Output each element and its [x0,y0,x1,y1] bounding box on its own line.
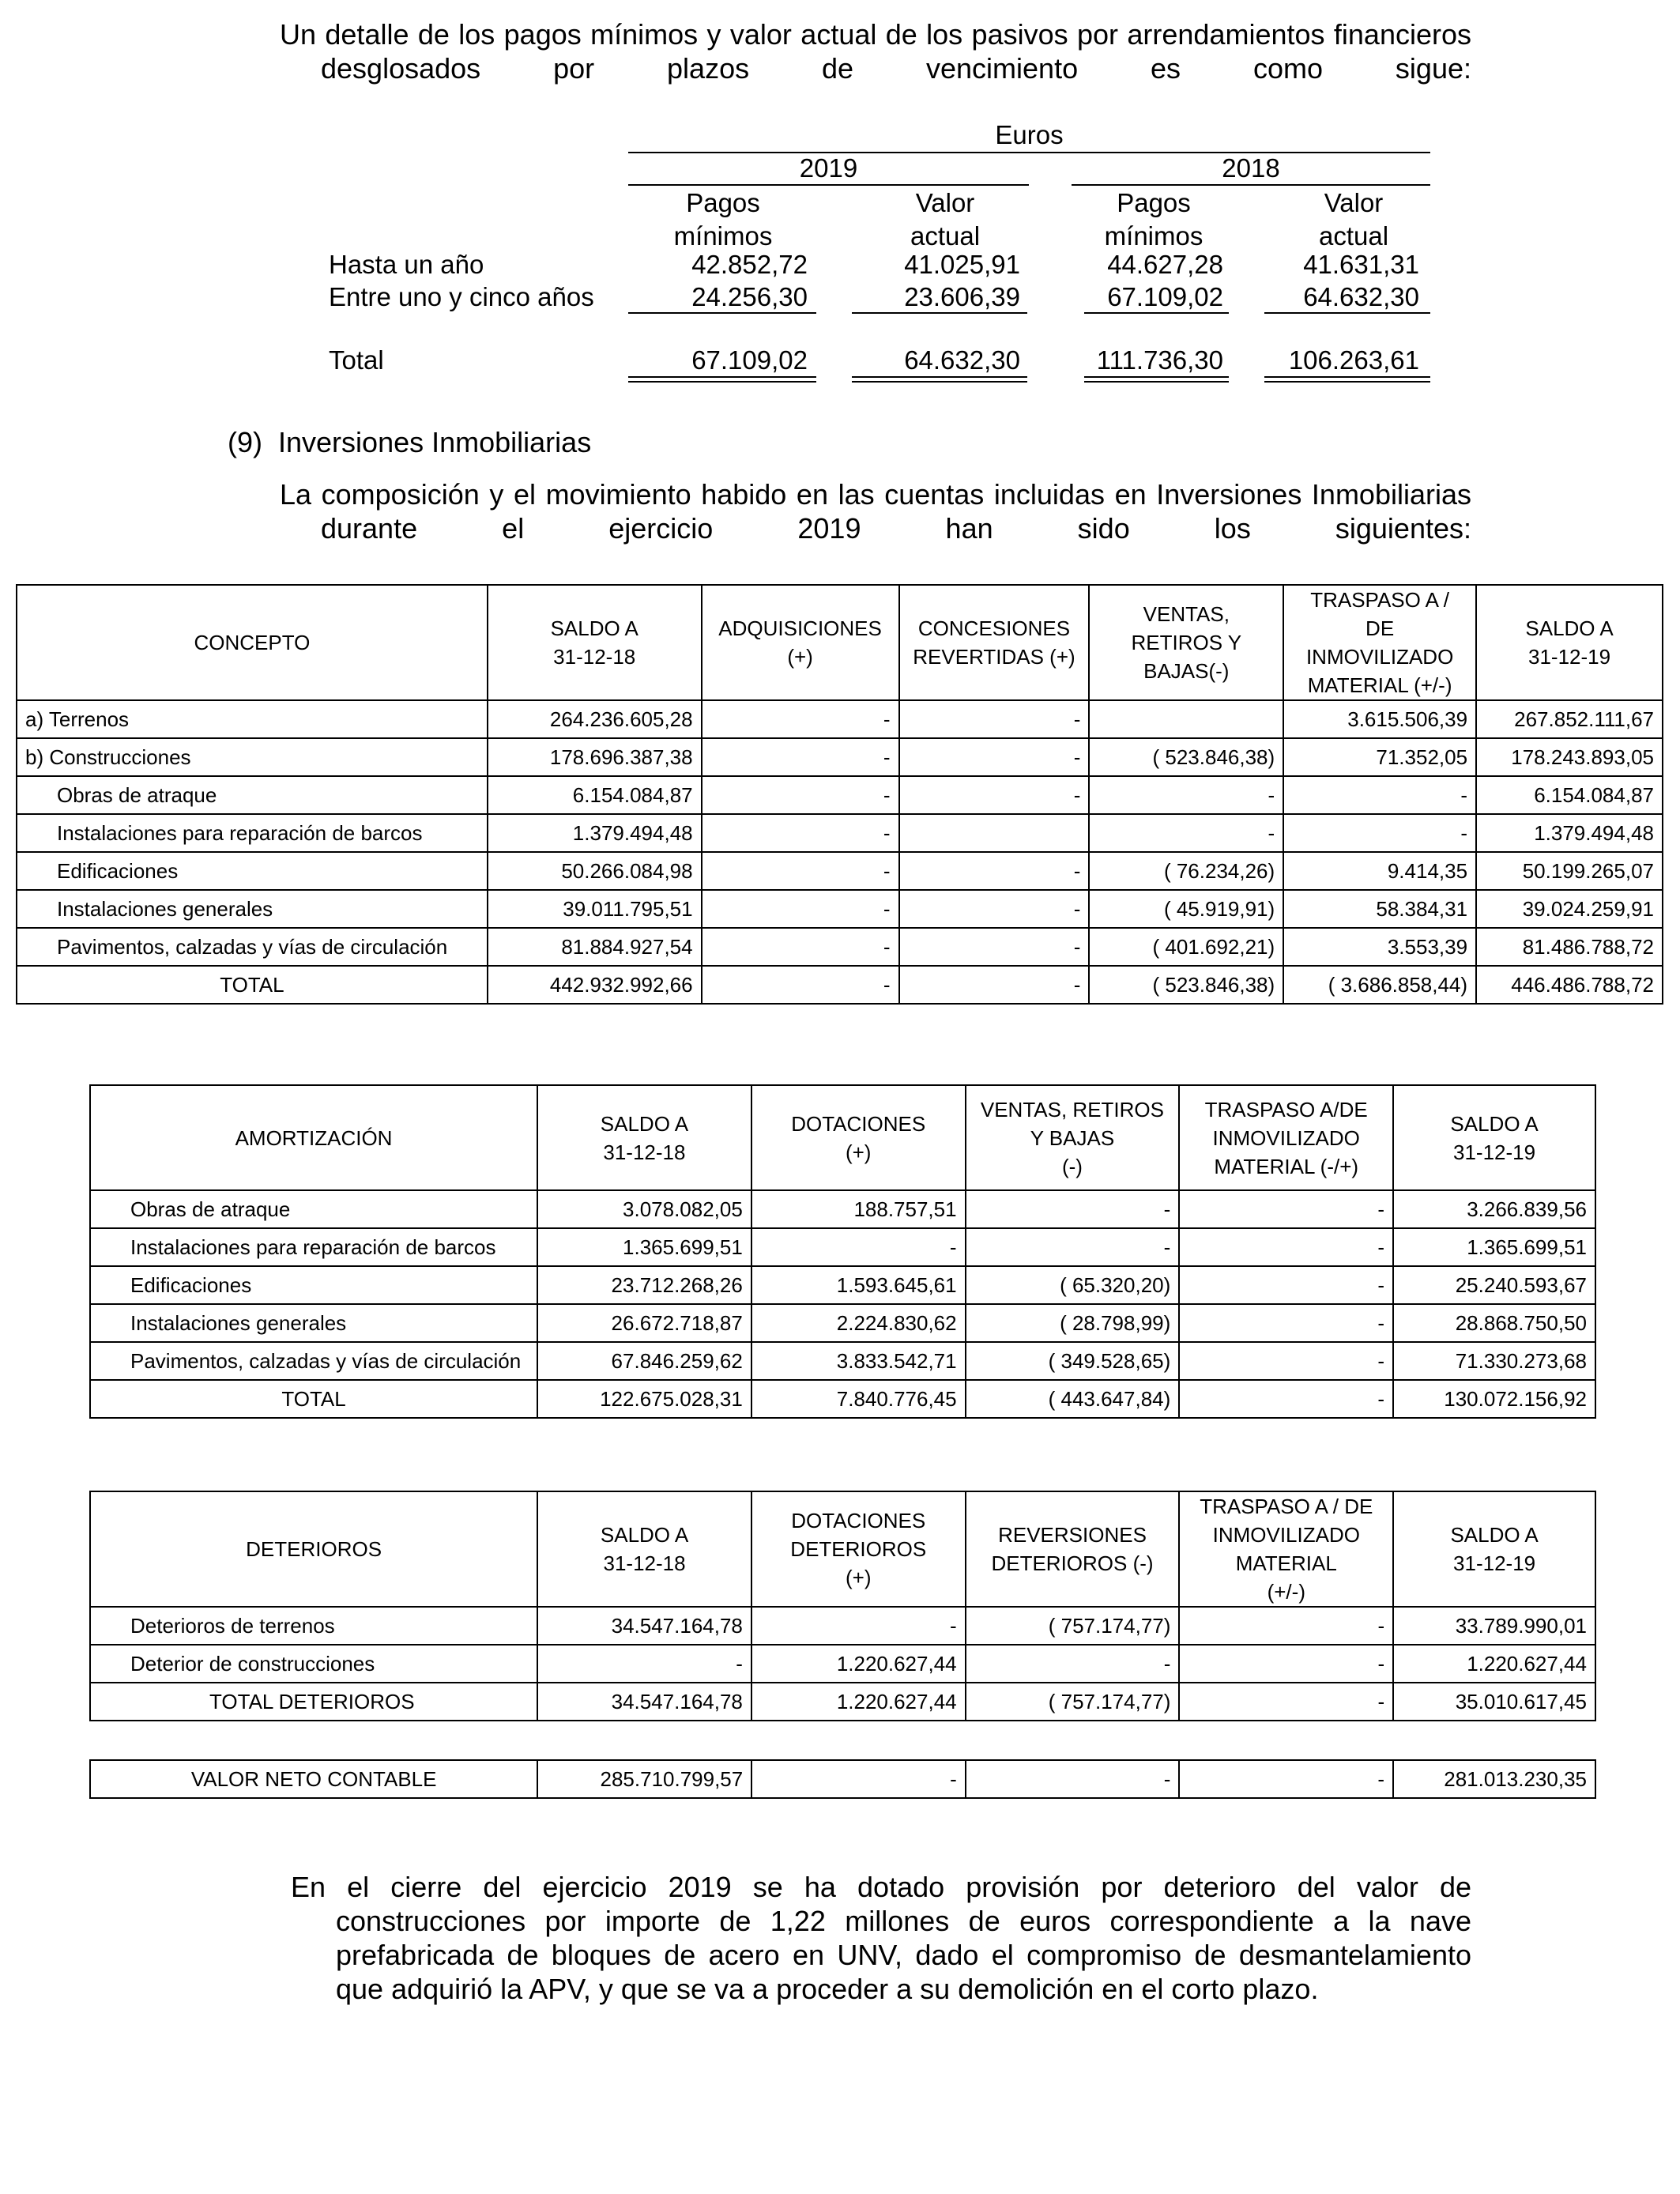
leases-table [0,0,1680,395]
closing-paragraph: En el cierre del ejercicio 2019 se ha dotado provisión por deterioro del valor de construcciones por importe de 1,22 millones de euros correspondiente a la nave prefabricada de bloques de acero en UNV, dado el compromiso de desmantelamiento que adquirió la APV, y que se va a proceder a su demolición en el corto plazo. [291,1871,1471,2005]
total-row: TOTAL DETERIOROS 34.547.164,78 1.220.627,44 ( 757.174,77) - 35.010.617,45 [90,1683,1595,1721]
header-traspaso: TRASPASO A / DE INMOVILIZADO MATERIAL (+/-) [1283,585,1476,700]
table-row: Instalaciones para reparación de barcos 1.365.699,51 - - - 1.365.699,51 [90,1228,1595,1266]
lease-total-cell: 106.263,61 [1288,345,1419,375]
table-row: Pavimentos, calzadas y vías de circulación 81.884.927,54 - - ( 401.692,21) 3.553,39 81.486.788,72 [17,928,1663,966]
year-2018: 2018 [1222,153,1280,183]
header-amortizacion: AMORTIZACIÓN [90,1085,537,1190]
table-row: Deterioros de terrenos 34.547.164,78 - ( 757.174,77) - 33.789.990,01 [90,1607,1595,1645]
section-heading [228,425,591,459]
col-pagos-2019: Pagos mínimos [673,188,773,251]
table-row: Instalaciones generales 39.011.795,51 - - ( 45.919,91) 58.384,31 39.024.259,91 [17,890,1663,928]
deterioros-table [89,1491,1596,1721]
table-row: b) Construcciones 178.696.387,38 - - ( 523.846,38) 71.352,05 178.243.893,05 [17,738,1663,776]
header-reversiones: REVERSIONES DETERIOROS (-) [966,1491,1180,1607]
valor-neto-row: VALOR NETO CONTABLE 285.710.799,57 - - - 281.013.230,35 [90,1760,1595,1798]
lease-total-cell: 67.109,02 [691,345,808,375]
valor-neto-table [89,1759,1596,1799]
col-pagos-2018: Pagos mínimos [1104,188,1203,251]
lease-cell: 23.606,39 [904,282,1020,311]
table-row: a) Terrenos 264.236.605,28 - - 3.615.506,39 267.852.111,67 [17,700,1663,738]
lease-cell: 67.109,02 [1107,282,1223,311]
year-2019: 2019 [799,153,858,183]
inversiones-table [16,584,1663,1005]
amortizacion-table [89,1084,1596,1419]
currency-label: Euros [995,120,1064,149]
lease-total-cell: 111.736,30 [1096,345,1223,375]
intro-paragraph: Un detalle de los pagos mínimos y valor actual de los pasivos por arrendamientos financieros desglosados por plazos de vencimiento es como sigue: [280,18,1471,85]
section-title: Inversiones Inmobiliarias [278,426,592,458]
header-concepto: CONCEPTO [17,585,488,700]
lease-row-label: Hasta un año [329,250,484,279]
table-row: Edificaciones 50.266.084,98 - - ( 76.234,26) 9.414,35 50.199.265,07 [17,852,1663,890]
header-adquisiciones: ADQUISICIONES (+) [702,585,899,700]
lease-cell: 44.627,28 [1107,250,1223,279]
lease-cell: 24.256,30 [691,282,808,311]
header-ventas: VENTAS, RETIROS Y BAJAS (-) [966,1085,1180,1190]
header-traspaso: TRASPASO A/DE INMOVILIZADO MATERIAL (-/+) [1179,1085,1393,1190]
header-dotaciones: DOTACIONES (+) [751,1085,966,1190]
total-row: TOTAL 442.932.992,66 - - ( 523.846,38) ( 3.686.858,44) 446.486.788,72 [17,966,1663,1004]
lease-cell: 41.631,31 [1303,250,1419,279]
header-saldo-18: SALDO A 31-12-18 [537,1491,751,1607]
total-row: TOTAL 122.675.028,31 7.840.776,45 ( 443.647,84) - 130.072.156,92 [90,1380,1595,1418]
lease-total-label: Total [329,345,384,375]
header-concesiones: CONCESIONES REVERTIDAS (+) [899,585,1090,700]
col-valor-2018: Valor actual [1318,188,1389,251]
table-row: Instalaciones para reparación de barcos 1.379.494,48 - - - 1.379.494,48 [17,814,1663,852]
header-ventas: VENTAS, RETIROS Y BAJAS(-) [1089,585,1283,700]
header-traspaso: TRASPASO A / DE INMOVILIZADO MATERIAL (+/-) [1179,1491,1393,1607]
col-valor-2019: Valor actual [910,188,981,251]
table-row: Pavimentos, calzadas y vías de circulación 67.846.259,62 3.833.542,71 ( 349.528,65) - 71.330.273,68 [90,1342,1595,1380]
header-saldo-18: SALDO A 31-12-18 [537,1085,751,1190]
lease-total-cell: 64.632,30 [904,345,1020,375]
header-saldo-18: SALDO A 31-12-18 [488,585,702,700]
lease-cell: 42.852,72 [691,250,808,279]
header-saldo-19: SALDO A 31-12-19 [1476,585,1663,700]
header-dotaciones: DOTACIONES DETERIOROS (+) [751,1491,966,1607]
table-row: Edificaciones 23.712.268,26 1.593.645,61 ( 65.320,20) - 25.240.593,67 [90,1266,1595,1304]
table-row: Obras de atraque 6.154.084,87 - - - - 6.154.084,87 [17,776,1663,814]
table-row: Obras de atraque 3.078.082,05 188.757,51 - - 3.266.839,56 [90,1190,1595,1228]
header-saldo-19: SALDO A 31-12-19 [1393,1085,1595,1190]
section-number: (9) [228,426,262,458]
lease-row-label: Entre uno y cinco años [329,282,594,311]
lease-cell: 41.025,91 [904,250,1020,279]
table-row: Instalaciones generales 26.672.718,87 2.224.830,62 ( 28.798,99) - 28.868.750,50 [90,1304,1595,1342]
table-row: Deterior de construcciones - 1.220.627,44 - - 1.220.627,44 [90,1645,1595,1683]
header-saldo-19: SALDO A 31-12-19 [1393,1491,1595,1607]
header-deterioros: DETERIOROS [90,1491,537,1607]
section-paragraph: La composición y el movimiento habido en las cuentas incluidas en Inversiones Inmobiliarias durante el ejercicio 2019 han sido los siguientes: [280,478,1471,545]
lease-cell: 64.632,30 [1303,282,1419,311]
